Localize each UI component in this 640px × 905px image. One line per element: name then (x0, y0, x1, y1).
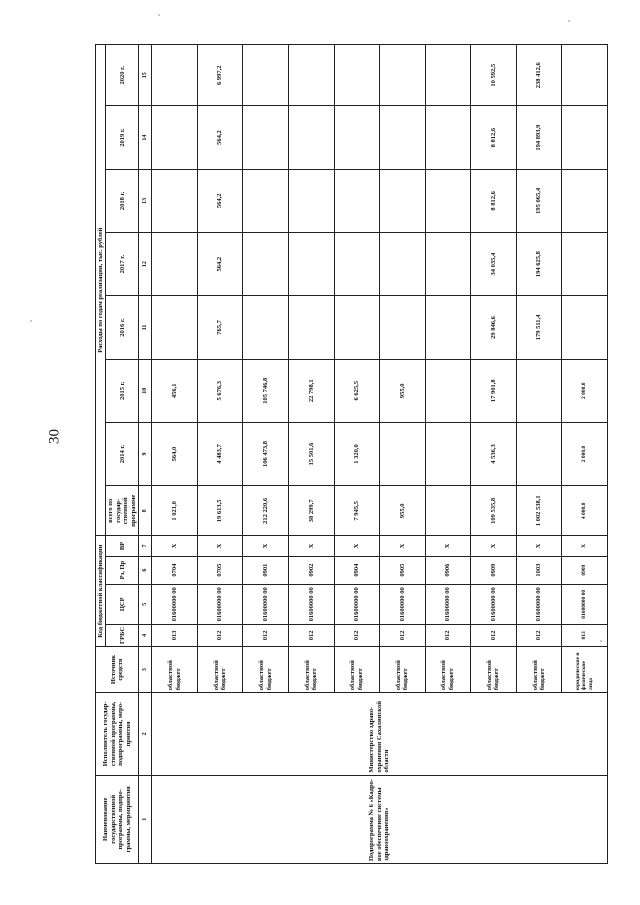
cell-tsr: 01600000 00 (425, 584, 471, 624)
cell-grbs: 012 (243, 624, 289, 646)
cell-vr: X (516, 536, 562, 556)
cell-vr: X (197, 536, 243, 556)
cell-tsr: 01600000 00 (243, 584, 289, 624)
cell-tsr: 01600000 00 (380, 584, 426, 624)
cell-2015: 105 746,8 (243, 359, 289, 422)
cell-2015: 17 901,8 (471, 359, 517, 422)
subprogram-name: Подпрограмма № 6 «Кадровое обеспечение системы здравоохранения» (152, 775, 608, 863)
col-number: 6 (139, 556, 152, 584)
cell-grbs: 012 (288, 624, 334, 646)
header-expenses: Расходы по годам реализации, тыс. рублей (96, 45, 106, 536)
cell-2016 (425, 296, 471, 359)
cell-total: 7 945,5 (334, 486, 380, 536)
cell-rz-pr: 1003 (516, 556, 562, 584)
cell-2018 (380, 169, 426, 232)
header-executor: Исполнитель государственной программы, подпрограммы, мероприятия (96, 693, 139, 775)
col-number: 9 (139, 422, 152, 485)
cell-2015 (425, 359, 471, 422)
cell-2020: 238 412,6 (516, 45, 562, 106)
cell-2015: 2 000,0 (562, 359, 608, 422)
cell-rz-pr: 0909 (562, 556, 608, 584)
cell-2017: 564,2 (197, 233, 243, 296)
cell-2019 (152, 106, 198, 169)
cell-source: областной бюджет (471, 646, 517, 692)
cell-tsr: 01600000 00 (516, 584, 562, 624)
cell-2020: 6 997,2 (197, 45, 243, 106)
cell-2020 (562, 45, 608, 106)
header-year-2017: 2017 г. (106, 233, 139, 296)
cell-2016 (380, 296, 426, 359)
cell-2020 (380, 45, 426, 106)
cell-source: областной бюджет (380, 646, 426, 692)
header-total: всего по государственной программе (106, 486, 139, 536)
cell-rz-pr: 0704 (152, 556, 198, 584)
cell-2016 (562, 296, 608, 359)
cell-2016: 765,7 (197, 296, 243, 359)
col-number: 7 (139, 536, 152, 556)
cell-2014 (516, 422, 562, 485)
cell-tsr: 01600000 00 (471, 584, 517, 624)
cell-2019 (380, 106, 426, 169)
cell-grbs: 012 (380, 624, 426, 646)
cell-vr: X (380, 536, 426, 556)
col-number: 15 (139, 45, 152, 106)
cell-2017 (380, 233, 426, 296)
table-row (152, 45, 198, 864)
cell-grbs: 013 (562, 624, 608, 646)
cell-2016 (243, 296, 289, 359)
cell-2014 (380, 422, 426, 485)
cell-2017 (152, 233, 198, 296)
cell-2017: 34 035,4 (471, 233, 517, 296)
page-number: 30 (46, 429, 63, 444)
cell-2019 (334, 106, 380, 169)
cell-source: областной бюджет (243, 646, 289, 692)
scan-speck (568, 20, 570, 22)
cell-2014: 15 501,6 (288, 422, 334, 485)
cell-2020 (288, 45, 334, 106)
cell-2014: 2 000,0 (562, 422, 608, 485)
cell-tsr: 01600000 00 (152, 584, 198, 624)
cell-2020: 10 592,5 (471, 45, 517, 106)
cell-total: 212 220,6 (243, 486, 289, 536)
cell-source: областной бюджет (334, 646, 380, 692)
cell-2018: 195 065,4 (516, 169, 562, 232)
cell-rz-pr: 0902 (288, 556, 334, 584)
cell-rz-pr: 0901 (243, 556, 289, 584)
cell-total: 109 535,8 (471, 486, 517, 536)
cell-2017 (243, 233, 289, 296)
budget-table (95, 44, 608, 864)
cell-2016 (288, 296, 334, 359)
cell-2014: 106 473,8 (243, 422, 289, 485)
scan-speck (158, 14, 160, 16)
rotated-table-content (95, 44, 594, 864)
cell-2017 (425, 233, 471, 296)
cell-2018 (152, 169, 198, 232)
cell-tsr: 01600000 00 (288, 584, 334, 624)
header-source: Источник средств (96, 646, 139, 692)
col-number: 2 (139, 693, 152, 775)
cell-total: 955,0 (380, 486, 426, 536)
header-budget-code: Код бюджетной классификации (96, 536, 106, 647)
header-name: Наименование государственной программы, подпрограммы, мероприятия (96, 775, 139, 863)
cell-2015: 955,0 (380, 359, 426, 422)
cell-2018 (243, 169, 289, 232)
cell-rz-pr: 0909 (471, 556, 517, 584)
cell-rz-pr: 0906 (425, 556, 471, 584)
cell-tsr: 01600000 00 (334, 584, 380, 624)
col-number: 13 (139, 169, 152, 232)
cell-vr: X (425, 536, 471, 556)
cell-2018 (334, 169, 380, 232)
col-number: 5 (139, 584, 152, 624)
cell-2014: 1 320,0 (334, 422, 380, 485)
executor-name: Министерство здравоохранения Сахалинской области (152, 693, 608, 775)
header-year-2016: 2016 г. (106, 296, 139, 359)
cell-source: юридические и физические лица (562, 646, 608, 692)
cell-2017 (288, 233, 334, 296)
col-number: 1 (139, 775, 152, 863)
cell-2015: 22 798,1 (288, 359, 334, 422)
cell-grbs: 012 (471, 624, 517, 646)
col-number: 4 (139, 624, 152, 646)
cell-tsr: 01600000 00 (562, 584, 608, 624)
cell-rz-pr: 0905 (380, 556, 426, 584)
cell-total: 19 613,5 (197, 486, 243, 536)
cell-2017 (334, 233, 380, 296)
cell-2018 (562, 169, 608, 232)
col-number: 12 (139, 233, 152, 296)
col-number: 14 (139, 106, 152, 169)
cell-2019: 194 893,9 (516, 106, 562, 169)
cell-vr: X (152, 536, 198, 556)
cell-2014: 4 483,7 (197, 422, 243, 485)
cell-2019 (243, 106, 289, 169)
cell-source: областной бюджет (152, 646, 198, 692)
cell-vr: X (243, 536, 289, 556)
cell-grbs: 012 (334, 624, 380, 646)
col-number: 3 (139, 646, 152, 692)
cell-2016: 179 511,4 (516, 296, 562, 359)
cell-2014: 4 536,3 (471, 422, 517, 485)
cell-2014 (425, 422, 471, 485)
cell-2018 (425, 169, 471, 232)
cell-2020 (334, 45, 380, 106)
cell-2015 (516, 359, 562, 422)
cell-rz-pr: 0705 (197, 556, 243, 584)
cell-2019 (288, 106, 334, 169)
cell-2018: 564,2 (197, 169, 243, 232)
cell-grbs: 013 (152, 624, 198, 646)
header-grbs: ГРБС (106, 624, 139, 646)
cell-2017: 194 625,8 (516, 233, 562, 296)
rotated-table-frame (95, 44, 594, 864)
table-body (152, 45, 608, 864)
cell-2019 (425, 106, 471, 169)
cell-total (425, 486, 471, 536)
cell-2016: 29 846,6 (471, 296, 517, 359)
cell-2016 (152, 296, 198, 359)
cell-source: областной бюджет (516, 646, 562, 692)
header-year-2015: 2015 г. (106, 359, 139, 422)
col-number: 10 (139, 359, 152, 422)
cell-2020 (152, 45, 198, 106)
cell-grbs: 012 (516, 624, 562, 646)
cell-2019: 8 812,6 (471, 106, 517, 169)
header-year-2018: 2018 г. (106, 169, 139, 232)
cell-2020 (243, 45, 289, 106)
cell-2015: 456,1 (152, 359, 198, 422)
header-year-2020: 2020 г. (106, 45, 139, 106)
cell-grbs: 012 (197, 624, 243, 646)
cell-total: 1 002 538,1 (516, 486, 562, 536)
cell-total: 4 000,0 (562, 486, 608, 536)
cell-2016 (334, 296, 380, 359)
cell-rz-pr: 0904 (334, 556, 380, 584)
cell-tsr: 01600000 00 (197, 584, 243, 624)
col-number: 11 (139, 296, 152, 359)
cell-2018: 8 812,6 (471, 169, 517, 232)
cell-2019: 564,2 (197, 106, 243, 169)
cell-vr: X (334, 536, 380, 556)
cell-source: областной бюджет (425, 646, 471, 692)
cell-vr: X (562, 536, 608, 556)
header-year-2019: 2019 г. (106, 106, 139, 169)
cell-source: областной бюджет (197, 646, 243, 692)
cell-source: областной бюджет (288, 646, 334, 692)
cell-2015: 5 676,3 (197, 359, 243, 422)
cell-vr: X (471, 536, 517, 556)
header-tsr: ЦСР (106, 584, 139, 624)
cell-2020 (425, 45, 471, 106)
header-year-2014: 2014 г. (106, 422, 139, 485)
cell-2015: 6 625,5 (334, 359, 380, 422)
cell-2018 (288, 169, 334, 232)
cell-2014: 564,0 (152, 422, 198, 485)
cell-vr: X (288, 536, 334, 556)
header-rz-pr: Рз, Пр (106, 556, 139, 584)
cell-2017 (562, 233, 608, 296)
cell-2019 (562, 106, 608, 169)
header-vr: ВР (106, 536, 139, 556)
scan-speck (30, 320, 32, 322)
cell-grbs: 012 (425, 624, 471, 646)
cell-total: 1 021,0 (152, 486, 198, 536)
cell-total: 38 299,7 (288, 486, 334, 536)
col-number: 8 (139, 486, 152, 536)
